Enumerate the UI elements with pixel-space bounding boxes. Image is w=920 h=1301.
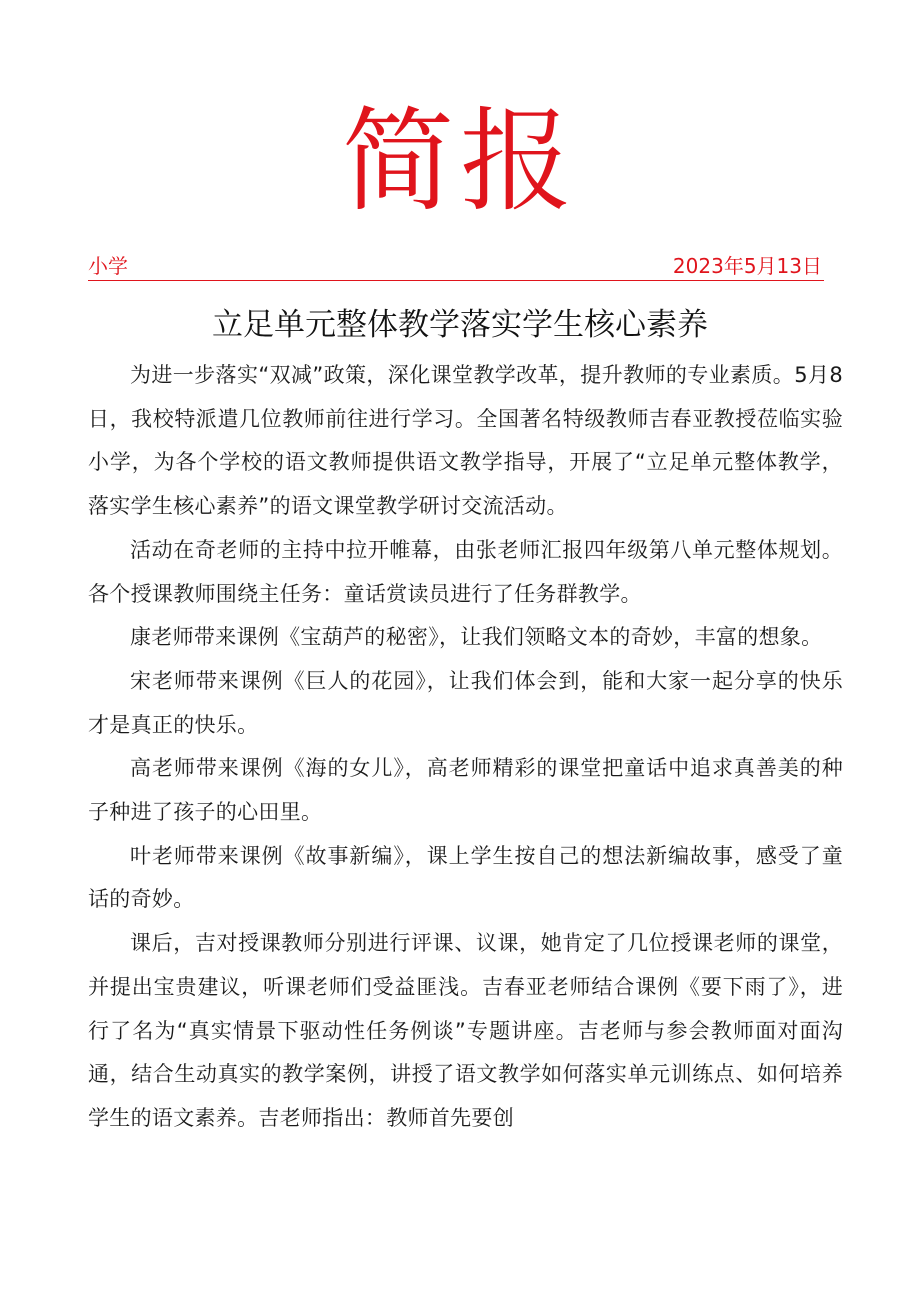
article-body <box>88 354 843 1141</box>
article-title: 立足单元整体教学落实学生核心素养 <box>212 307 708 343</box>
paragraph: 叶老师带来课例《故事新编》，课上学生按自己的想法新编故事，感受了童话的奇妙。 <box>88 843 843 912</box>
paragraph: 宋老师带来课例《巨人的花园》，让我们体会到，能和大家一起分享的快乐才是真正的快乐。 <box>88 668 843 737</box>
masthead-title: 简报 <box>342 97 578 227</box>
paragraph: 课后，吉对授课教师分别进行评课、议课，她肯定了几位授课老师的课堂，并提出宝贵建议，听课老师们受益匪浅。吉春亚老师结合课例《要下雨了》，进行了名为“真实情景下驱动性任务例谈”专题讲座。吉老师与参会教师面对面沟通，结合生动真实的教学案例，讲授了语文教学如何落实单元训练点、如何培养学生的语文素养。吉老师指出：教师首先要创 <box>88 931 843 1130</box>
school-name: 小学 <box>88 254 128 278</box>
issue-date: 2023年5月13日 <box>672 254 822 278</box>
paragraph: 活动在奇老师的主持中拉开帷幕，由张老师汇报四年级第八单元整体规划。各个授课教师围绕主任务：童话赏读员进行了任务群教学。 <box>88 537 843 606</box>
paragraph: 为进一步落实“双减”政策，深化课堂教学改革，提升教师的专业素质。5月8日，我校特派遣几位教师前往进行学习。全国著名特级教师吉春亚教授莅临实验小学，为各个学校的语文教师提供语文教学指导，开展了“立足单元整体教学，落实学生核心素养”的语文课堂教学研讨交流活动。 <box>88 363 843 519</box>
paragraph: 康老师带来课例《宝葫芦的秘密》，让我们领略文本的奇妙，丰富的想象。 <box>130 625 823 650</box>
paragraph: 高老师带来课例《海的女儿》，高老师精彩的课堂把童话中追求真善美的种子种进了孩子的心田里。 <box>88 756 843 825</box>
issue-info-line <box>88 252 824 281</box>
